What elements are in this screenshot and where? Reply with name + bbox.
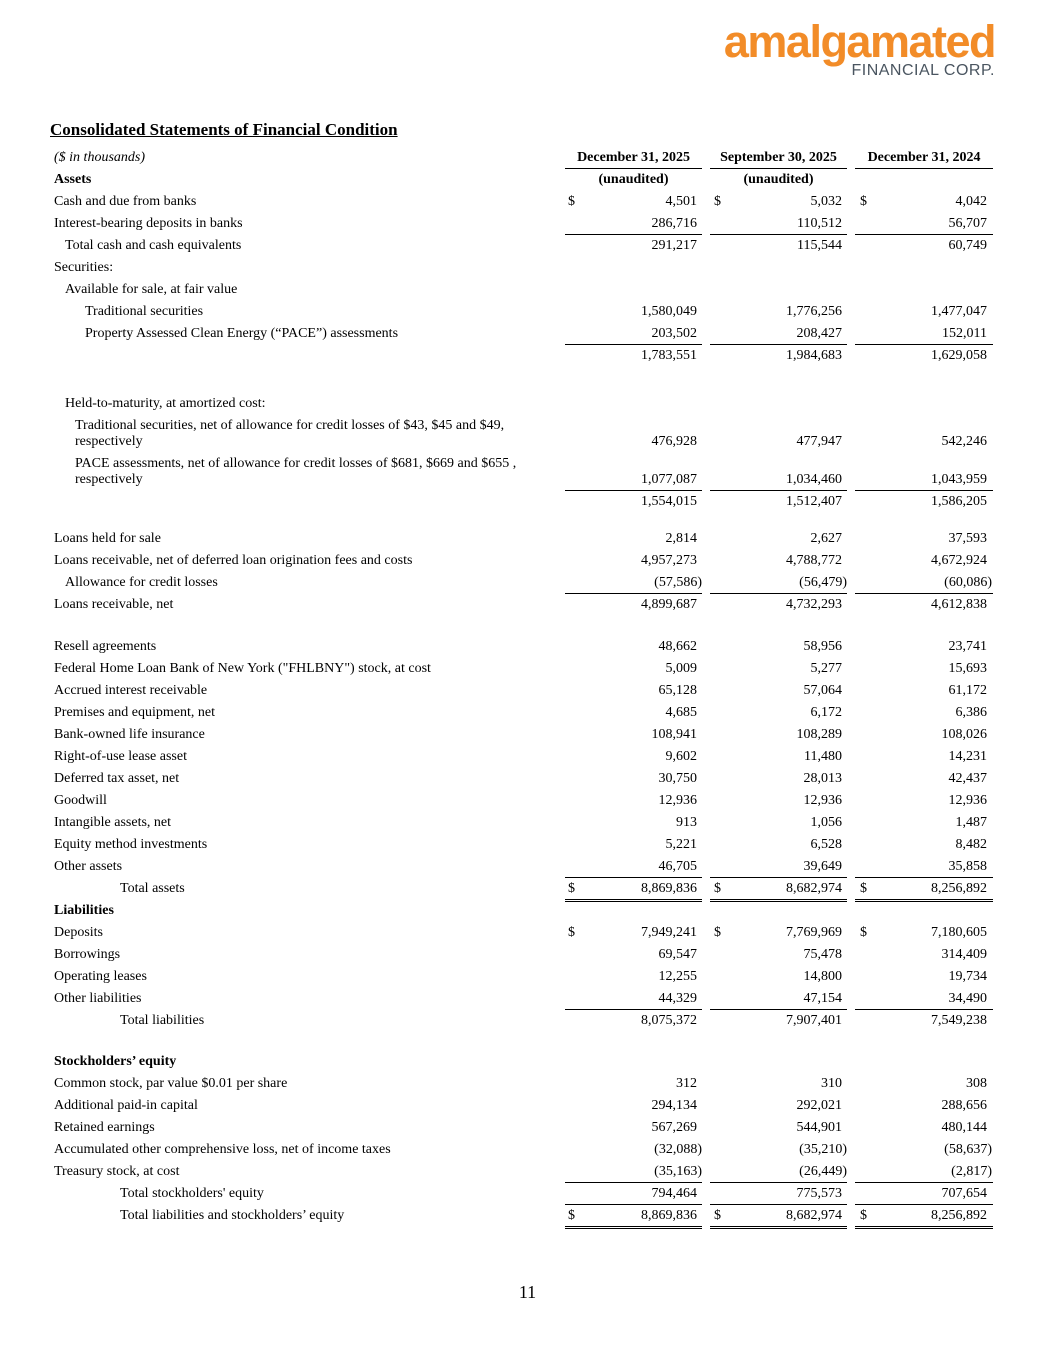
row-value: 1,477,047 xyxy=(931,304,987,319)
subtotal-rule xyxy=(855,1204,993,1205)
row-label: Federal Home Loan Bank of New York ("FHLBNY") stock, at cost xyxy=(54,661,431,676)
page-title: Consolidated Statements of Financial Condition xyxy=(50,120,398,139)
row-value: 1,034,460 xyxy=(786,472,842,487)
row-value: 4,899,687 xyxy=(641,597,697,612)
row-value: 4,612,838 xyxy=(931,597,987,612)
subtotal-rule xyxy=(565,1204,702,1205)
dollar-sign: $ xyxy=(860,925,867,940)
row-value: 12,936 xyxy=(948,793,987,808)
column-header-date: December 31, 2024 xyxy=(867,150,981,165)
row-label: Equity method investments xyxy=(54,837,208,852)
row-label: Total assets xyxy=(120,881,185,896)
row-value: 6,528 xyxy=(810,837,842,852)
row-value: 1,512,407 xyxy=(786,494,842,509)
subtotal-rule xyxy=(565,344,702,345)
row-value: 14,800 xyxy=(803,969,842,984)
row-label: Deposits xyxy=(54,925,103,940)
row-value: (58,637) xyxy=(944,1142,992,1157)
row-value: 6,386 xyxy=(955,705,987,720)
dollar-sign: $ xyxy=(860,1208,867,1223)
row-label: Accumulated other comprehensive loss, net of income taxes xyxy=(54,1142,391,1157)
row-value: 314,409 xyxy=(941,947,987,962)
subtotal-rule xyxy=(565,877,702,878)
row-value: 75,478 xyxy=(803,947,842,962)
row-value: 8,682,974 xyxy=(786,881,842,896)
double-underline xyxy=(855,1226,993,1229)
row-value: 294,134 xyxy=(651,1098,697,1113)
row-value: 1,629,058 xyxy=(931,348,987,363)
double-underline xyxy=(565,1226,702,1229)
row-label: Traditional securities, net of allowance for credit losses of $43, $45 and $49, respectively xyxy=(75,418,505,449)
row-value: 7,180,605 xyxy=(931,925,987,940)
row-label: Resell agreements xyxy=(54,639,157,654)
row-value: (32,088) xyxy=(654,1142,702,1157)
row-value: 12,936 xyxy=(658,793,697,808)
subtotal-rule xyxy=(565,490,702,491)
subtotal-rule xyxy=(855,344,993,345)
row-label: Other assets xyxy=(54,859,123,874)
row-value: 794,464 xyxy=(651,1186,697,1201)
row-label: Common stock, par value $0.01 per share xyxy=(54,1076,288,1091)
row-value: 14,231 xyxy=(948,749,987,764)
row-label: Available for sale, at fair value xyxy=(65,282,238,297)
subtotal-rule xyxy=(710,1009,847,1010)
row-value: 288,656 xyxy=(941,1098,987,1113)
dollar-sign: $ xyxy=(860,881,867,896)
row-value: 8,869,836 xyxy=(641,881,697,896)
row-value: 2,814 xyxy=(665,531,697,546)
row-label: Premises and equipment, net xyxy=(54,705,215,720)
double-underline xyxy=(710,1226,847,1229)
row-value: 4,042 xyxy=(955,194,987,209)
section-header: Assets xyxy=(54,172,92,187)
row-value: 1,077,087 xyxy=(641,472,697,487)
row-value: 61,172 xyxy=(948,683,987,698)
row-value: (60,086) xyxy=(944,575,992,590)
row-value: 1,580,049 xyxy=(641,304,697,319)
row-label: Traditional securities xyxy=(85,304,204,319)
dollar-sign: $ xyxy=(568,1208,575,1223)
row-value: (35,163) xyxy=(654,1164,702,1179)
row-value: 7,907,401 xyxy=(786,1013,842,1028)
column-header-note: (unaudited) xyxy=(743,172,814,187)
subtotal-rule xyxy=(855,1009,993,1010)
subtotal-rule xyxy=(855,877,993,878)
row-label: Held-to-maturity, at amortized cost: xyxy=(65,396,266,411)
row-value: 292,021 xyxy=(796,1098,842,1113)
row-label: Bank-owned life insurance xyxy=(54,727,205,742)
row-label: Operating leases xyxy=(54,969,147,984)
subtotal-rule xyxy=(855,1182,993,1183)
row-value: 42,437 xyxy=(948,771,987,786)
dollar-sign: $ xyxy=(568,881,575,896)
row-value: 34,490 xyxy=(948,991,987,1006)
row-value: 542,246 xyxy=(941,434,987,449)
row-value: 7,549,238 xyxy=(931,1013,987,1028)
row-label: Loans held for sale xyxy=(54,531,161,546)
row-value: 47,154 xyxy=(803,991,842,1006)
row-value: 5,221 xyxy=(665,837,697,852)
row-value: 28,013 xyxy=(803,771,842,786)
row-value: 8,869,836 xyxy=(641,1208,697,1223)
row-value: 15,693 xyxy=(948,661,987,676)
row-value: 1,586,205 xyxy=(931,494,987,509)
row-value: (35,210) xyxy=(799,1142,847,1157)
row-value: 308 xyxy=(966,1076,987,1091)
row-value: 1,783,551 xyxy=(641,348,697,363)
row-label: Total liabilities and stockholders’ equity xyxy=(120,1208,345,1223)
row-value: 4,685 xyxy=(665,705,697,720)
row-label: Total cash and cash equivalents xyxy=(65,238,242,253)
row-value: 6,172 xyxy=(810,705,842,720)
row-label: Cash and due from banks xyxy=(54,194,197,209)
dollar-sign: $ xyxy=(714,1208,721,1223)
row-value: 291,217 xyxy=(651,238,697,253)
column-header-note: (unaudited) xyxy=(598,172,669,187)
row-value: 8,256,892 xyxy=(931,881,987,896)
row-value: 544,901 xyxy=(796,1120,842,1135)
column-header-date: September 30, 2025 xyxy=(720,150,837,165)
row-value: 5,009 xyxy=(665,661,697,676)
column-header-rule xyxy=(855,168,993,169)
row-label: Other liabilities xyxy=(54,991,142,1006)
row-value: (56,479) xyxy=(799,575,847,590)
dollar-sign: $ xyxy=(714,881,721,896)
row-value: 56,707 xyxy=(948,216,987,231)
subtotal-rule xyxy=(710,234,847,235)
subtotal-rule xyxy=(565,1182,702,1183)
row-value: 57,064 xyxy=(803,683,842,698)
row-value: 913 xyxy=(676,815,697,830)
row-value: 110,512 xyxy=(797,216,842,231)
row-value: 4,957,273 xyxy=(641,553,697,568)
row-value: 60,749 xyxy=(948,238,987,253)
row-value: 48,662 xyxy=(658,639,697,654)
row-value: 4,672,924 xyxy=(931,553,987,568)
double-underline xyxy=(565,899,702,902)
row-label: Right-of-use lease asset xyxy=(54,749,187,764)
row-value: 1,487 xyxy=(955,815,987,830)
row-label: Loans receivable, net of deferred loan origination fees and costs xyxy=(54,553,413,568)
column-header-rule xyxy=(565,168,702,169)
row-label: Retained earnings xyxy=(54,1120,155,1135)
subtotal-rule xyxy=(565,234,702,235)
row-value: 477,947 xyxy=(796,434,842,449)
row-label: Loans receivable, net xyxy=(54,597,174,612)
row-value: 19,734 xyxy=(948,969,987,984)
row-label: Allowance for credit losses xyxy=(65,575,218,590)
row-value: 567,269 xyxy=(651,1120,697,1135)
row-value: 312 xyxy=(676,1076,697,1091)
row-value: 58,956 xyxy=(803,639,842,654)
row-label: Property Assessed Clean Energy (“PACE”) assessments xyxy=(85,326,399,341)
double-underline xyxy=(710,899,847,902)
row-value: 115,544 xyxy=(797,238,842,253)
row-value: 7,769,969 xyxy=(786,925,842,940)
row-value: 1,984,683 xyxy=(786,348,842,363)
row-label: Accrued interest receivable xyxy=(54,683,208,698)
row-value: 108,289 xyxy=(796,727,842,742)
double-underline xyxy=(855,899,993,902)
dollar-sign: $ xyxy=(568,194,575,209)
row-value: 1,554,015 xyxy=(641,494,697,509)
row-value: 8,682,974 xyxy=(786,1208,842,1223)
dollar-sign: $ xyxy=(860,194,867,209)
row-value: 208,427 xyxy=(796,326,842,341)
subtotal-rule xyxy=(565,1009,702,1010)
row-value: 12,255 xyxy=(658,969,697,984)
row-value: 775,573 xyxy=(796,1186,842,1201)
row-value: 12,936 xyxy=(803,793,842,808)
row-label: Additional paid-in capital xyxy=(54,1098,198,1113)
row-value: 108,941 xyxy=(651,727,697,742)
row-value: (2,817) xyxy=(951,1164,992,1179)
subtotal-rule xyxy=(710,344,847,345)
subtotal-rule xyxy=(710,1204,847,1205)
subtotal-rule xyxy=(710,877,847,878)
row-label: Interest-bearing deposits in banks xyxy=(54,216,243,231)
column-header-rule xyxy=(710,168,847,169)
row-value: 1,776,256 xyxy=(786,304,842,319)
row-value: 476,928 xyxy=(651,434,697,449)
row-label: PACE assessments, net of allowance for credit losses of $681, $669 and $655 , respectively xyxy=(75,456,517,487)
subtotal-rule xyxy=(855,234,993,235)
row-value: 69,547 xyxy=(658,947,697,962)
row-value: 35,858 xyxy=(948,859,987,874)
section-header: Liabilities xyxy=(54,903,114,918)
dollar-sign: $ xyxy=(714,925,721,940)
dollar-sign: $ xyxy=(714,194,721,209)
row-value: 480,144 xyxy=(941,1120,987,1135)
row-value: 4,732,293 xyxy=(786,597,842,612)
row-value: 46,705 xyxy=(658,859,697,874)
subtotal-rule xyxy=(710,1182,847,1183)
logo-subtitle: FINANCIAL CORP. xyxy=(851,62,995,79)
row-label: Goodwill xyxy=(54,793,107,808)
row-value: 37,593 xyxy=(948,531,987,546)
row-value: 1,056 xyxy=(810,815,842,830)
subtotal-rule xyxy=(710,490,847,491)
row-label: Intangible assets, net xyxy=(54,815,172,830)
row-value: 5,277 xyxy=(810,661,842,676)
row-value: 39,649 xyxy=(803,859,842,874)
row-label: Treasury stock, at cost xyxy=(54,1164,180,1179)
row-value: 44,329 xyxy=(658,991,697,1006)
row-value: 30,750 xyxy=(658,771,697,786)
row-value: 2,627 xyxy=(810,531,842,546)
subtotal-rule xyxy=(855,593,993,594)
row-value: 9,602 xyxy=(665,749,697,764)
subtotal-rule xyxy=(565,593,702,594)
row-value: 23,741 xyxy=(948,639,987,654)
row-value: 11,480 xyxy=(804,749,842,764)
row-value: 707,654 xyxy=(941,1186,987,1201)
subtotal-rule xyxy=(855,490,993,491)
row-value: 1,043,959 xyxy=(931,472,987,487)
row-value: 4,788,772 xyxy=(786,553,842,568)
row-label: Total stockholders' equity xyxy=(120,1186,264,1201)
row-label: Borrowings xyxy=(54,947,121,962)
row-label: Deferred tax asset, net xyxy=(54,771,180,786)
page-number: 11 xyxy=(518,1282,537,1302)
row-value: 7,949,241 xyxy=(641,925,697,940)
row-value: 108,026 xyxy=(941,727,987,742)
dollar-sign: $ xyxy=(568,925,575,940)
row-label: Securities: xyxy=(54,260,114,275)
row-value: (57,586) xyxy=(654,575,702,590)
row-value: 4,501 xyxy=(665,194,697,209)
column-header-date: December 31, 2025 xyxy=(577,150,690,165)
logo-wordmark: amalgamated xyxy=(723,16,995,67)
row-value: (26,449) xyxy=(799,1164,847,1179)
subtotal-rule xyxy=(710,593,847,594)
units-label: ($ in thousands) xyxy=(54,150,145,165)
section-header: Stockholders’ equity xyxy=(54,1054,177,1069)
row-value: 8,482 xyxy=(955,837,987,852)
row-value: 152,011 xyxy=(942,326,987,341)
row-value: 8,256,892 xyxy=(931,1208,987,1223)
row-value: 286,716 xyxy=(651,216,697,231)
row-value: 203,502 xyxy=(651,326,697,341)
row-value: 65,128 xyxy=(658,683,697,698)
row-label: Total liabilities xyxy=(120,1013,205,1028)
row-value: 310 xyxy=(821,1076,842,1091)
row-value: 8,075,372 xyxy=(641,1013,697,1028)
row-value: 5,032 xyxy=(810,194,842,209)
